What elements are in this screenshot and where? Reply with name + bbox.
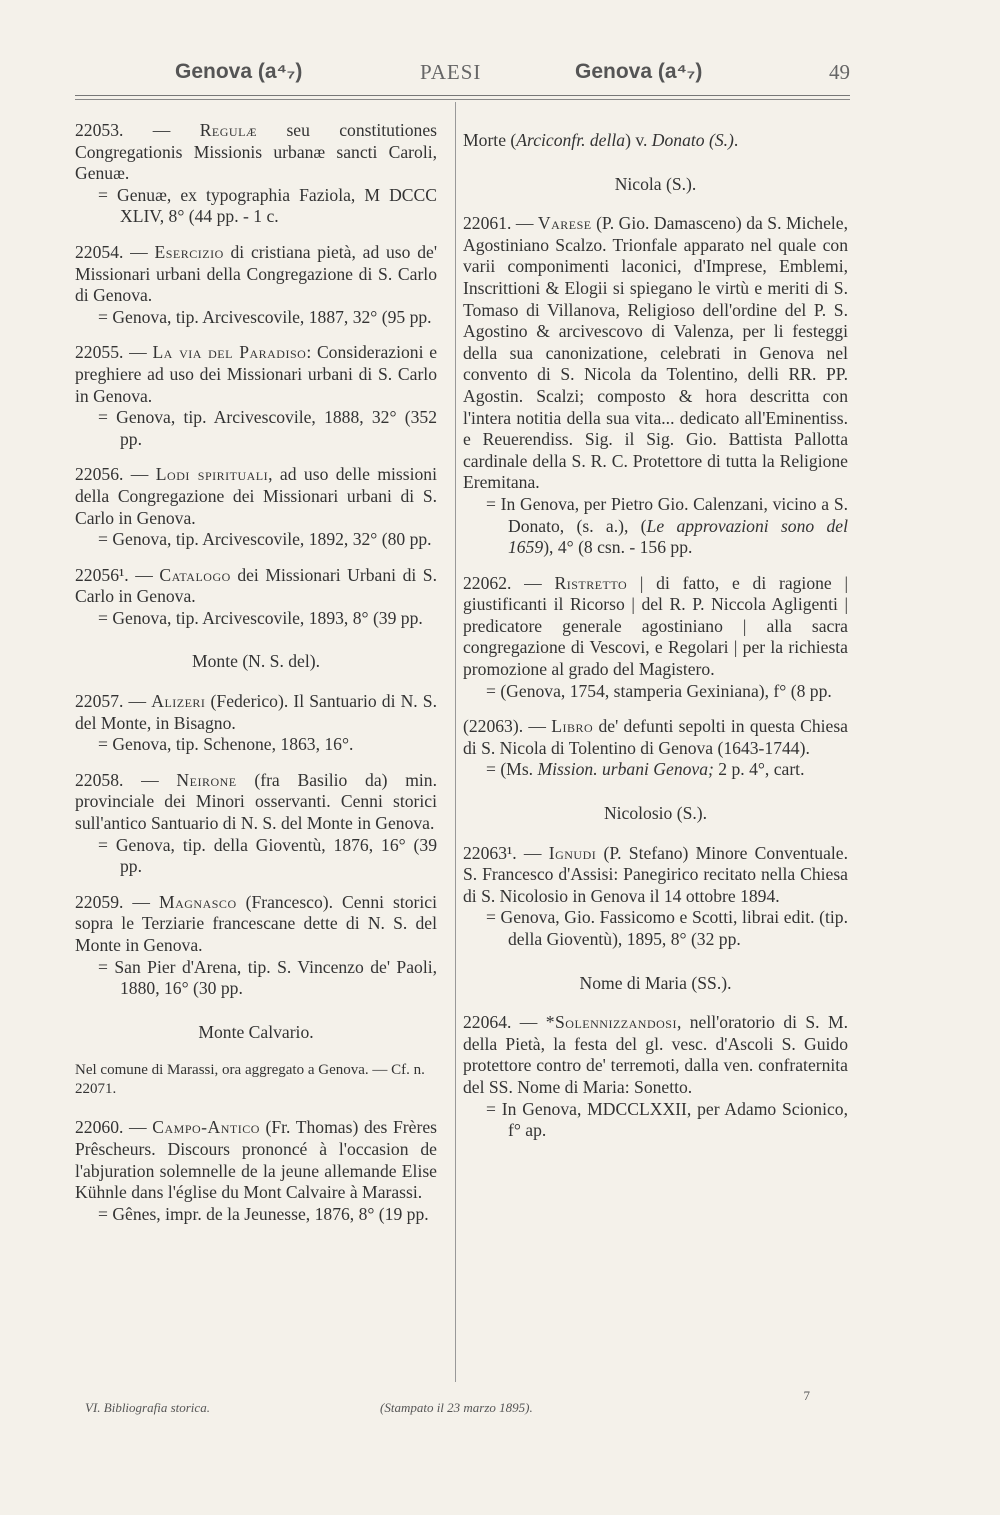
imprint bbox=[463, 759, 848, 781]
entry-text: , nell'oratorio di S. M. della Pietà, la festa del gl. vesc. d'Ascoli S. Guido protettore contro de' terremoti, dalla ven. confraternita del SS. Nome di Maria: Sonetto. bbox=[463, 1012, 848, 1097]
section-note: Nel comune di Marassi, ora aggregato a Genova. — Cf. n. 22071. bbox=[75, 1062, 425, 1098]
entry-number: 22059. — bbox=[75, 891, 159, 912]
entry-title: Campo-Antico bbox=[152, 1117, 260, 1138]
imprint: = Genova, tip. Arcivescovile, 1887, 32° (95 pp. bbox=[98, 306, 432, 327]
section-heading-nicolosio: Nicolosio (S.). bbox=[603, 803, 708, 824]
entry-22054 bbox=[75, 242, 437, 328]
entry-number: (22063). — bbox=[463, 716, 552, 737]
imprint: = Genova, tip. Arcivescovile, 1892, 32° (80 pp. bbox=[98, 529, 432, 550]
entry-number: 22060. — bbox=[75, 1117, 153, 1138]
entry-title: *Solennizzandosi bbox=[545, 1012, 677, 1033]
entry-number: 22062. — bbox=[463, 572, 555, 593]
entry-title: Alizeri bbox=[151, 691, 206, 712]
header-rule bbox=[75, 95, 850, 96]
entry-text: (P. Gio. Damasceno) da S. Michele, Agostiniano Scalzo. Trionfale apparato nel quale con varii componimenti laconici, d'Imprese, Emblemi, Inscrittioni & Elogii si spiegano le virtù e meriti di S. Tomaso di Villanova, Religioso dell'ordine del P. S. Agostino & arcivescovo di Valenza, per li festeggi della sua canonizatione, celebrati in Genova nel convento di S. Nicola da Tolentino, delli RR. PP. Agostin. Scalzi; composto & hora descritta con l'intera notitia della sua vita... dedicato all'Eminentiss. e Reuerendiss. Sig. il Sig. Gio. Battista Pallotta cardinale della S. R. C. Protettore di tutta la Religione Eremitana. bbox=[463, 213, 848, 493]
xref-text: . bbox=[733, 130, 739, 150]
entry-text: (P. Stefano) Minore Conventuale. S. Francesco d'Assisi: Panegirico recitato nella Chiesa di S. Nicolosio in Genova il 14 ottobre 1894. bbox=[463, 842, 848, 906]
entry-22056-1 bbox=[75, 565, 437, 630]
header-left: Genova (a⁴₇) bbox=[175, 60, 303, 83]
entry-22063-1 bbox=[463, 843, 848, 951]
entry-text: (Francesco). Cenni storici sopra le Terziarie francescane dette di N. S. del Monte in Genova. bbox=[75, 891, 437, 955]
entry-title: Regulæ bbox=[199, 120, 258, 140]
entry-text: (Federico). Il Santuario di N. S. del Monte, in Bisagno. bbox=[75, 691, 437, 733]
entry-title: La via del Paradiso bbox=[152, 342, 307, 363]
entry-22057 bbox=[75, 691, 437, 756]
entry-number: 22061. — bbox=[463, 213, 538, 234]
entry-number: 22063¹. — bbox=[463, 842, 549, 863]
section-heading-nicola: Nicola (S.). bbox=[614, 173, 697, 194]
entry-title: Lodi spirituali bbox=[155, 464, 269, 485]
entry-title: Ignudi bbox=[548, 842, 597, 863]
entry-title: Magnasco bbox=[158, 891, 237, 912]
imprint: = Genova, tip. Arcivescovile, 1888, 32° (352 pp. bbox=[98, 407, 437, 449]
imprint: = In Genova, MDCCLXXII, per Adamo Scionico, f° ap. bbox=[486, 1098, 848, 1141]
xref-text: ) v. bbox=[625, 130, 652, 150]
entry-text: dei Missionari Urbani di S. Carlo in Genova. bbox=[75, 564, 437, 607]
entry-text: | di fatto, e di ragione | giustificanti il Ricorso | del R. P. Niccola Agligenti | predicatore generale agostiniano | alla sacra congregazione di Vescovi, e Regolari | per la richiesta promozione al grado del Magistero. bbox=[463, 572, 848, 680]
imprint: = Genova, tip. Arcivescovile, 1893, 8° (39 pp. bbox=[98, 607, 423, 628]
xref-italic: Arciconfr. della bbox=[516, 130, 626, 150]
column-divider bbox=[455, 102, 456, 1382]
xref-italic: Donato (S.) bbox=[651, 130, 734, 150]
entry-title: Catalogo bbox=[159, 564, 231, 585]
section-heading-maria: Nome di Maria (SS.). bbox=[579, 972, 732, 993]
section-heading-calvario: Monte Calvario. bbox=[198, 1021, 314, 1042]
entry-number: 22053. — bbox=[75, 120, 200, 140]
entry-22064 bbox=[463, 1012, 848, 1142]
right-column bbox=[463, 120, 848, 1156]
imprint-text: ), 4° (8 csn. - 156 pp. bbox=[543, 537, 693, 558]
imprint-text: 2 p. 4°, cart. bbox=[713, 759, 805, 780]
entry-title: Esercizio bbox=[154, 241, 224, 262]
entry-22059 bbox=[75, 892, 437, 1000]
entry-number: 22054. — bbox=[75, 241, 155, 262]
entry-text: : Considerazioni e preghiere ad uso dei Missionari urbani di S. Carlo in Genova. bbox=[75, 342, 437, 406]
imprint: = (Genova, 1754, stamperia Gexiniana), f° (8 pp. bbox=[486, 680, 832, 701]
entry-text: seu constitutiones Congregationis Missionis urbanæ sancti Caroli, Genuæ. bbox=[75, 120, 437, 184]
entry-number: 22056¹. — bbox=[75, 564, 160, 585]
entry-text: (fra Basilio da) min. provinciale dei Minori osservanti. Cenni storici sull'antico Santuario di N. S. del Monte in Genova. bbox=[75, 769, 437, 834]
imprint: = Genuæ, ex typographia Faziola, M DCCC XLIV, 8° (44 pp. - 1 c. bbox=[98, 184, 437, 227]
page-number: 49 bbox=[829, 60, 850, 84]
entry-text: de' defunti sepolti in questa Chiesa di S. Nicola di Tolentino di Genova (1643-1744). bbox=[463, 716, 848, 758]
entry-number: 22058. — bbox=[75, 769, 177, 790]
entry-text: , ad uso delle missioni della Congregazione dei Missionari urbani di S. Carlo in Genova. bbox=[75, 464, 437, 528]
imprint-italic: Mission. urbani Genova; bbox=[537, 759, 714, 780]
imprint: = San Pier d'Arena, tip. S. Vincenzo de' Paoli, 1880, 16° (30 pp. bbox=[98, 956, 437, 999]
entry-22063 bbox=[463, 716, 848, 781]
imprint: = Genova, Gio. Fassicomo e Scotti, librai edit. (tip. della Gioventù), 1895, 8° (32 pp. bbox=[486, 907, 848, 949]
entry-22060 bbox=[75, 1117, 437, 1225]
entry-22053 bbox=[75, 120, 437, 228]
entry-number: 22064. — bbox=[463, 1012, 546, 1033]
section-heading-monte: Monte (N. S. del). bbox=[191, 651, 321, 672]
entry-22061 bbox=[463, 213, 848, 559]
entry-title: Neirone bbox=[176, 769, 237, 790]
header-rule-thin bbox=[75, 99, 850, 100]
imprint: = Genova, tip. della Gioventù, 1876, 16° (39 pp. bbox=[98, 834, 437, 877]
imprint-text: = (Ms. bbox=[486, 759, 538, 780]
entry-22056 bbox=[75, 464, 437, 550]
entry-22062 bbox=[463, 573, 848, 703]
entry-text: di cristiana pietà, ad uso de' Missionari urbani della Congregazione di S. Carlo di Genova. bbox=[75, 241, 437, 306]
entry-number: 22055. — bbox=[75, 342, 153, 363]
xref-text: Morte ( bbox=[463, 130, 517, 150]
imprint: = Gênes, impr. de la Jeunesse, 1876, 8° (19 pp. bbox=[98, 1203, 429, 1224]
entry-title: Varese bbox=[537, 213, 592, 234]
imprint-italic: Le approvazioni sono del 1659 bbox=[508, 515, 848, 558]
entry-number: 22056. — bbox=[75, 464, 156, 485]
footer-signature: VI. Bibliografia storica. bbox=[85, 1400, 210, 1415]
entry-22058 bbox=[75, 770, 437, 878]
header-center: PAESI bbox=[420, 60, 482, 84]
footer-print-date: (Stampato il 23 marzo 1895). bbox=[380, 1400, 533, 1415]
entry-title: Libro bbox=[551, 716, 594, 737]
footer-gathering-number: 7 bbox=[803, 1388, 810, 1403]
entry-title: Ristretto bbox=[554, 572, 628, 593]
imprint: = Genova, tip. Schenone, 1863, 16°. bbox=[98, 734, 354, 755]
entry-text: (Fr. Thomas) des Frères Prêscheurs. Discours prononcé à l'occasion de l'abjuration solemnelle de la jeune allemande Elise Kühnle dans l'église du Mont Calvaire à Marassi. bbox=[75, 1117, 437, 1203]
entry-22055 bbox=[75, 342, 437, 450]
header-right: Genova (a⁴₇) bbox=[575, 60, 703, 83]
cross-reference-morte bbox=[463, 130, 848, 152]
entry-number: 22057. — bbox=[75, 691, 152, 712]
running-header bbox=[75, 60, 850, 90]
imprint-text: = In Genova, per Pietro Gio. Calenzani, vicino a S. Donato, (s. a.), ( bbox=[486, 493, 848, 536]
imprint bbox=[463, 494, 848, 559]
left-column bbox=[75, 120, 437, 1239]
